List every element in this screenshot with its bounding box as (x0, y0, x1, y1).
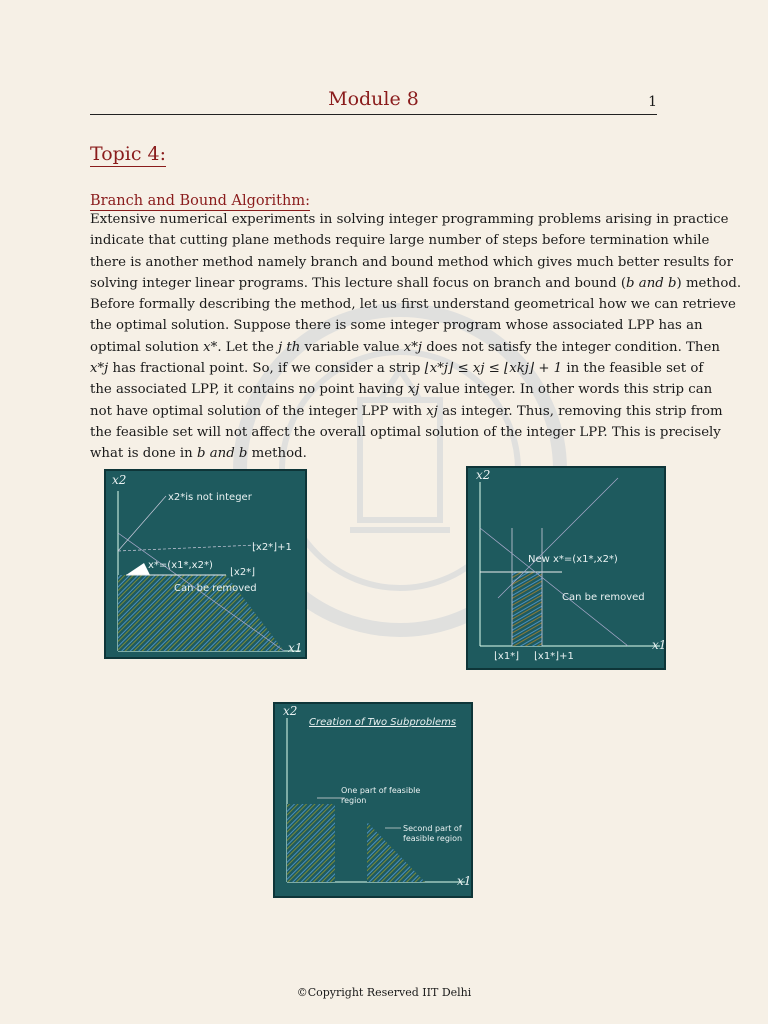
figure-strip-vertical (466, 466, 666, 670)
figure2-x-axis-label: x1 (652, 638, 667, 652)
figure2-floor-plus-one: ⌊x1*⌋+1 (534, 651, 574, 662)
paragraph-line: what is done in b and b method. (90, 446, 307, 462)
figure3-x-axis-label: x1 (457, 874, 472, 888)
copyright-footer: ©Copyright Reserved IIT Delhi (296, 986, 472, 999)
figure2-floor: ⌊x1*⌋ (494, 651, 520, 662)
figure1-x-axis-label: x1 (288, 641, 303, 655)
paragraph-line: indicate that cutting plane methods require large number of steps before termination while (90, 233, 710, 249)
figure2-optimum-label: New x*=(x1*,x2*) (528, 554, 618, 565)
paragraph-line: the feasible set will not affect the overall optimal solution of the integer LPP. This is precisely (90, 424, 721, 440)
figure1-can-be-removed: Can be removed (174, 583, 257, 594)
figure3-y-axis-label: x2 (283, 704, 298, 718)
paragraph-line: x*j has fractional point. So, if we consider a strip ⌊x*j⌋ ≤ xj ≤ ⌊xkj⌋ + 1 in the feasible set of (90, 361, 704, 377)
figure3-part-one-label: One part of feasible region (341, 786, 421, 805)
figure1-floor: ⌊x2*⌋ (230, 567, 256, 578)
page-number: 1 (648, 94, 657, 110)
figure1-floor-plus-one: ⌊x2*⌋+1 (252, 542, 292, 553)
figure-strip-horizontal (104, 469, 307, 659)
paragraph-line: Before formally describing the method, let us first understand geometrical how we can retrieve (90, 297, 736, 313)
section-heading: Branch and Bound Algorithm: (90, 193, 310, 209)
figure2-y-axis-label: x2 (476, 468, 491, 482)
module-title: Module 8 (328, 88, 419, 110)
page-header (90, 84, 657, 115)
paragraph-line: optimal solution x*. Let the j th variable value x*j does not satisfy the integer condition. Then (90, 339, 720, 355)
paragraph-line: Extensive numerical experiments in solving integer programming problems arising in practice (90, 212, 729, 227)
subproblem-region-one (287, 804, 335, 882)
figure-two-subproblems (273, 702, 473, 898)
body-paragraph (90, 209, 742, 465)
paragraph-line: the optimal solution. Suppose there is some integer program whose associated LPP has an (90, 318, 703, 334)
figure2-graphic (468, 468, 667, 668)
paragraph-line: not have optimal solution of the integer LPP with xj as integer. Thus, removing this strip from (90, 403, 723, 419)
figure1-optimum-label: x*=(x1*,x2*) (148, 560, 213, 571)
paragraph-line: solving integer linear programs. This lecture shall focus on branch and bound (b and b) method. (90, 275, 742, 291)
figure3-part-two-label: Second part of feasible region (403, 824, 463, 843)
figure3-title: Creation of Two Subproblems (309, 717, 457, 728)
topic-heading: Topic 4: (90, 143, 167, 165)
figure1-y-axis-label: x2 (112, 473, 127, 487)
feasible-strip (512, 572, 542, 646)
removed-strip (126, 563, 150, 575)
paragraph-line: the associated LPP, it contains no point having xj value integer. In other words this strip can (90, 382, 713, 398)
figure1-not-integer-note: x2*is not integer (168, 492, 252, 503)
paragraph-line: there is another method namely branch and bound method which gives much better results for (90, 254, 733, 270)
figure2-can-be-removed: Can be removed (562, 592, 645, 603)
